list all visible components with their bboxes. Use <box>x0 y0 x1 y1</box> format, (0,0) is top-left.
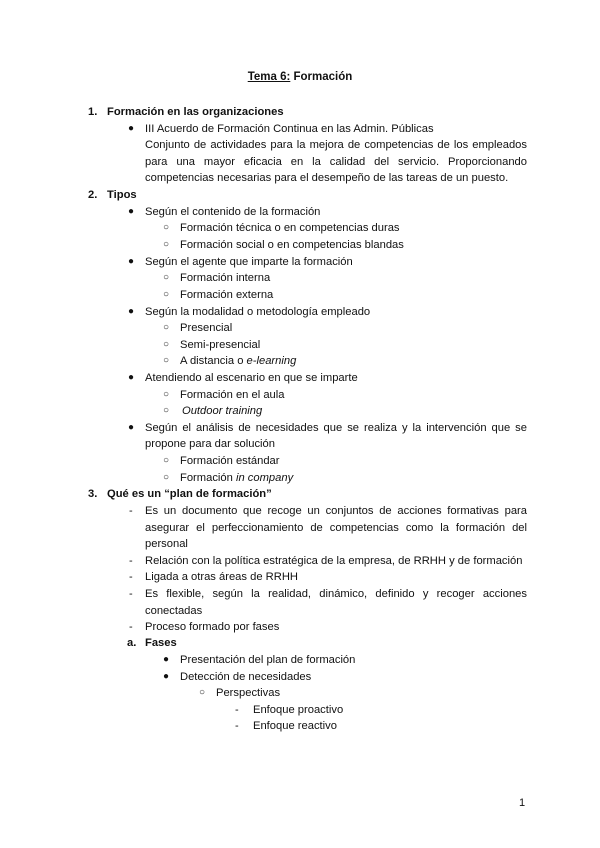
list-item <box>180 353 296 369</box>
text-run: A distancia o <box>180 355 247 367</box>
title-prefix: Tema 6: <box>247 71 291 83</box>
list-item: Según el agente que imparte la formación <box>145 256 353 268</box>
list-item: Según el contenido de la formación <box>145 206 321 218</box>
section-number: 3. <box>88 488 98 500</box>
list-item: Proceso formado por fases <box>145 621 280 633</box>
list-item: Formación en el aula <box>180 389 285 401</box>
bullet-marker: ● <box>163 654 170 665</box>
text-run: Formación <box>180 472 236 484</box>
list-item: Semi-presencial <box>180 339 261 351</box>
title-rest: Formación <box>290 71 353 83</box>
paragraph: Conjunto de actividades para la mejora de competencias de los empleados para una mayor eficacia en la calidad del servicio. Proporcionando competencias necesarias para el desempeño de las tareas de un puesto. <box>145 139 527 184</box>
italic-text: e-learning <box>246 355 297 367</box>
dash-marker: - <box>129 505 133 517</box>
subsection-letter: a. <box>127 637 137 649</box>
list-item: Ligada a otras áreas de RRHH <box>145 571 298 583</box>
list-item: Relación con la política estratégica de la empresa, de RRHH y de formación <box>145 555 523 567</box>
bullet-marker: ● <box>128 123 135 134</box>
section-heading: Qué es un “plan de formación” <box>107 488 272 500</box>
list-item: Formación estándar <box>180 455 280 467</box>
circle-marker: ○ <box>163 455 170 466</box>
list-item: Formación técnica o en competencias duras <box>180 222 400 234</box>
circle-marker: ○ <box>163 339 170 350</box>
italic-text: Outdoor training <box>182 405 263 417</box>
page-number: 1 <box>519 797 526 809</box>
list-item: Atendiendo al escenario en que se imparte <box>145 372 358 384</box>
italic-text: in company <box>235 472 294 484</box>
circle-marker: ○ <box>163 389 170 400</box>
dash-marker: - <box>235 720 239 732</box>
list-item: Formación interna <box>180 272 271 284</box>
circle-marker: ○ <box>163 272 170 283</box>
section-heading: Formación en las organizaciones <box>107 106 284 118</box>
circle-marker: ○ <box>163 239 170 250</box>
section-heading: Tipos <box>107 189 137 201</box>
dash-marker: - <box>129 621 133 633</box>
bullet-marker: ● <box>128 206 135 217</box>
dash-marker: - <box>129 588 133 600</box>
list-item: Enfoque reactivo <box>253 720 337 732</box>
list-item: Enfoque proactivo <box>253 704 344 716</box>
list-item: Presencial <box>180 322 233 334</box>
bullet-marker: ● <box>128 256 135 267</box>
list-item: Formación externa <box>180 289 274 301</box>
dash-marker: - <box>235 704 239 716</box>
list-item: Detección de necesidades <box>180 671 312 683</box>
circle-marker: ○ <box>163 289 170 300</box>
section-number: 1. <box>88 106 98 118</box>
list-item: Formación social o en competencias blandas <box>180 239 404 251</box>
dash-marker: - <box>129 555 133 567</box>
list-item: Es un documento que recoge un conjuntos de acciones formativas para asegurar el perfeccionamiento de competencias como la formación del personal <box>145 505 527 550</box>
bullet-marker: ● <box>128 306 135 317</box>
list-item: Según el análisis de necesidades que se realiza y la intervención que se propone para dar solución <box>145 422 527 450</box>
circle-marker: ○ <box>163 322 170 333</box>
section-number: 2. <box>88 189 98 201</box>
bullet-marker: ● <box>128 422 135 433</box>
circle-marker: ○ <box>163 222 170 233</box>
list-item: Perspectivas <box>216 687 281 699</box>
circle-marker: ○ <box>199 687 206 698</box>
dash-marker: - <box>129 571 133 583</box>
page-title <box>0 71 600 83</box>
subsection-heading: Fases <box>145 637 177 649</box>
list-item <box>180 470 293 486</box>
list-item <box>182 403 262 419</box>
list-item: Es flexible, según la realidad, dinámico, definido y recoger acciones conectadas <box>145 588 527 617</box>
circle-marker: ○ <box>163 355 170 366</box>
list-item: Presentación del plan de formación <box>180 654 356 666</box>
list-item: III Acuerdo de Formación Continua en las Admin. Públicas <box>145 123 434 135</box>
list-item: Según la modalidad o metodología empleado <box>145 306 371 318</box>
circle-marker: ○ <box>163 405 170 416</box>
bullet-marker: ● <box>128 372 135 383</box>
circle-marker: ○ <box>163 472 170 483</box>
bullet-marker: ● <box>163 671 170 682</box>
